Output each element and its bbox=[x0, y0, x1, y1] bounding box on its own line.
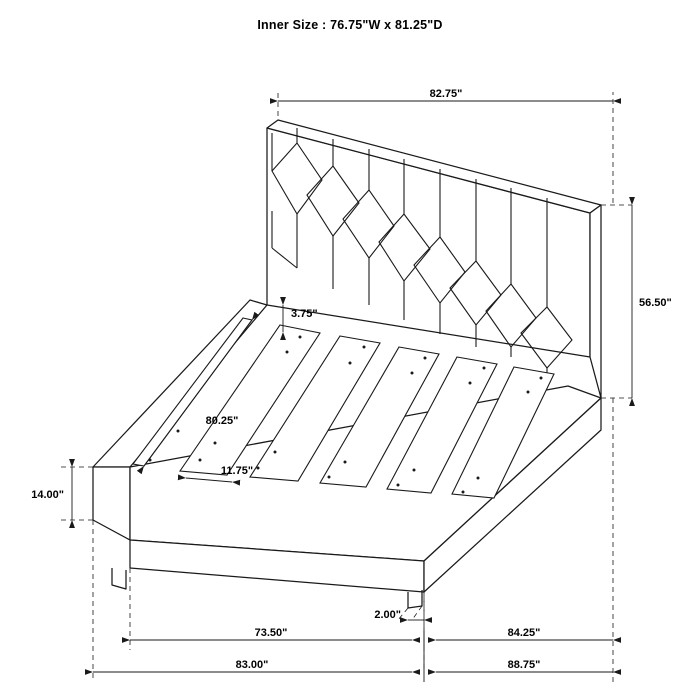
dim-rail-height: 14.00" bbox=[31, 489, 64, 501]
dim-slat-gap: 11.75" bbox=[220, 465, 254, 477]
page-title: Inner Size : 76.75"W x 81.25"D bbox=[257, 18, 443, 32]
dim-leg-height: 2.00" bbox=[374, 609, 401, 621]
dim-bottom-inner-right: 84.25" bbox=[507, 627, 541, 639]
dim-headboard-height: 56.50" bbox=[639, 297, 672, 309]
dim-bottom-outer-right: 88.75" bbox=[507, 659, 541, 671]
dim-bottom-outer-left: 83.00" bbox=[235, 659, 269, 671]
dim-headboard-offset: 3.75" bbox=[291, 308, 318, 320]
dim-top-width: 82.75" bbox=[429, 88, 463, 100]
dim-slat-length: 80.25" bbox=[205, 415, 239, 427]
dim-bottom-inner-left: 73.50" bbox=[254, 627, 288, 639]
